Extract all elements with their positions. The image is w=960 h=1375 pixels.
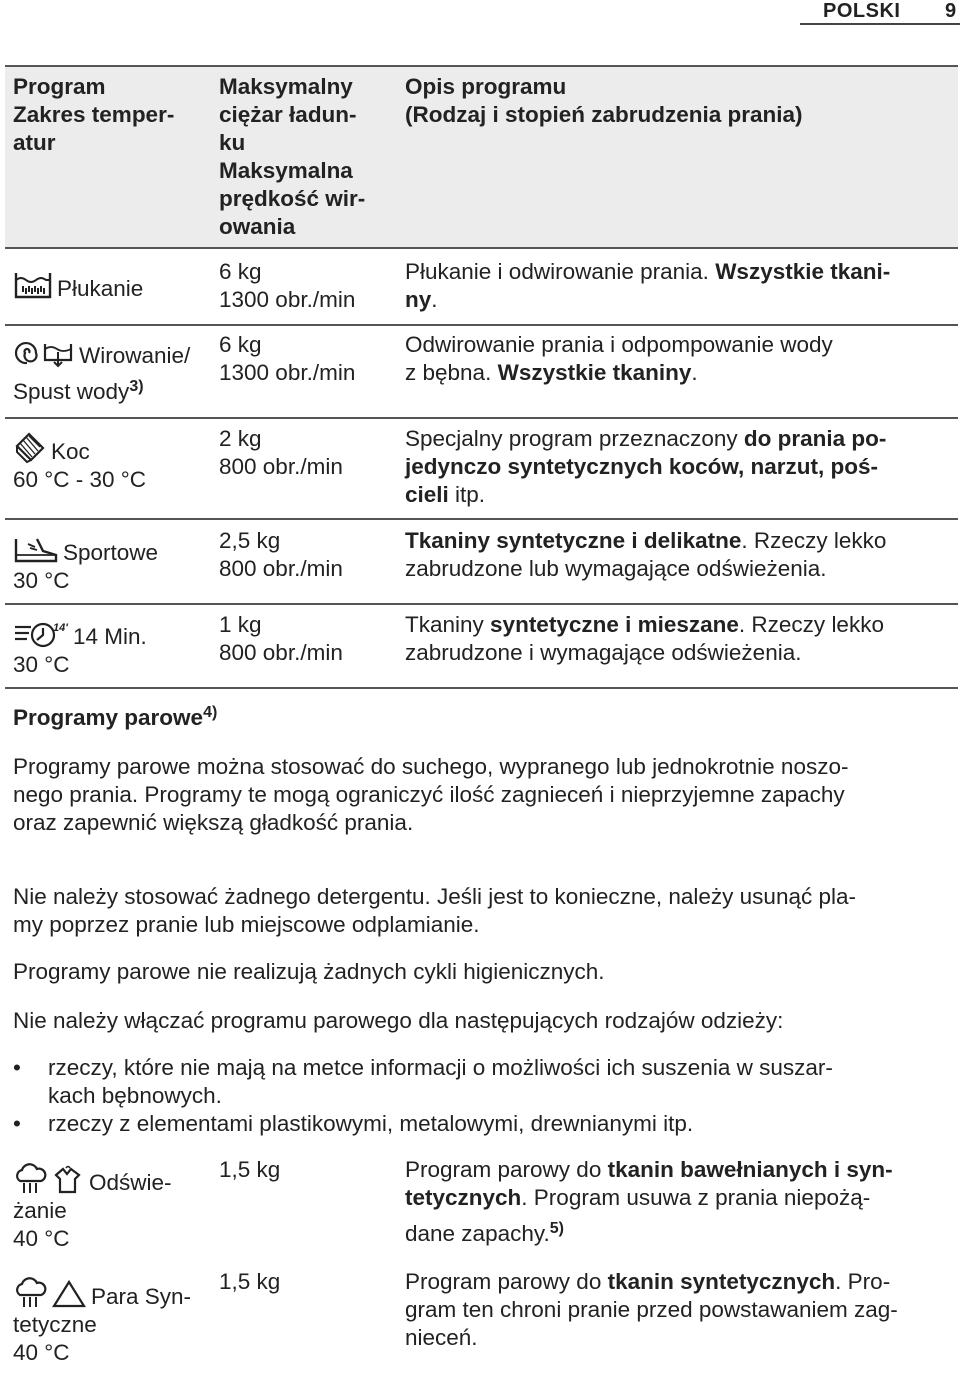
list-item: • rzeczy z elementami plastikowymi, metalowymi, drewnianymi itp. bbox=[13, 1111, 694, 1136]
table-row-rinse-load: 6 kg 1300 obr./min bbox=[219, 259, 356, 312]
page-header bbox=[0, 0, 960, 24]
table-row-quick-description: Tkaniny syntetyczne i mieszane. Rzeczy lekko zabrudzone i wymagające odświeżenia. bbox=[405, 612, 884, 665]
steam-program-refresh-description: Program parowy do tkanin bawełnianych i syn- tetycznych. Program usuwa z prania niepożą- dane zapachy.$^{5)}$ bbox=[405, 1157, 893, 1246]
table-row-quick-name: 14' 14 Min. 30 °C bbox=[13, 619, 203, 679]
row-rule bbox=[5, 247, 958, 249]
table-row-rinse-name: Płukanie bbox=[13, 267, 203, 303]
steam-program-refresh-name: Odświe- żanie 40 °C bbox=[13, 1163, 203, 1253]
steam-paragraph-intro: Programy parowe można stosować do suchego, wypranego lub jednokrotnie noszo- nego prania. Programy te mogą ograniczyć ilość zagnieceń i nieprzyjemne zapachy oraz zapewnić większą gładkość prania. bbox=[13, 754, 849, 835]
svg-text:14': 14' bbox=[53, 622, 68, 634]
steam-icon bbox=[13, 1277, 47, 1309]
steam-program-synthetics-description: Program parowy do tkanin syntetycznych. Pro- gram ten chroni pranie przed powstawaniem zag- nieceń. bbox=[405, 1269, 898, 1350]
row-rule bbox=[5, 603, 958, 605]
table-bottom-rule bbox=[5, 687, 958, 689]
steam-program-synthetics-name: Para Syn- tetyczne 40 °C bbox=[13, 1277, 203, 1367]
language-label: POLSKI bbox=[823, 0, 901, 22]
quick-14-icon bbox=[13, 619, 69, 649]
rinse-icon bbox=[13, 267, 53, 301]
table-row-rinse-description: Płukanie i odwirowanie prania. Wszystkie tkani- ny. bbox=[405, 259, 891, 312]
refresh-shirt-icon bbox=[51, 1165, 85, 1195]
steam-icon bbox=[13, 1163, 47, 1195]
row-rule bbox=[5, 417, 958, 419]
steam-program-synthetics-load: 1,5 kg bbox=[219, 1269, 281, 1294]
table-row-sport-name: Sportowe 30 °C bbox=[13, 535, 203, 595]
blanket-icon bbox=[13, 432, 47, 464]
row-rule bbox=[5, 518, 958, 520]
steam-paragraph-restrictions: Nie należy włączać programu parowego dla następujących rodzajów odzieży: bbox=[13, 1008, 784, 1033]
section-title-steam: Programy parowe$^{4)}$ bbox=[13, 704, 218, 730]
steam-paragraph-hygiene: Programy parowe nie realizują żadnych cykli higienicznych. bbox=[13, 959, 605, 984]
table-row-sport-description: Tkaniny syntetyczne i delikatne. Rzeczy lekko zabrudzone lub wymagające odświeżenia. bbox=[405, 528, 887, 581]
table-row-sport-load: 2,5 kg 800 obr./min bbox=[219, 528, 343, 581]
header-rule bbox=[800, 23, 960, 25]
table-row-spin-name: Wirowanie/ Spust wody$^{3)}$ bbox=[13, 338, 203, 406]
spin-drain-icon bbox=[13, 338, 75, 368]
sportswear-icon bbox=[13, 535, 59, 565]
table-top-rule bbox=[5, 65, 958, 67]
table-row-quick-load: 1 kg 800 obr./min bbox=[219, 612, 343, 665]
table-row-spin-description: Odwirowanie prania i odpompowanie wody z bębna. Wszystkie tkaniny. bbox=[405, 332, 833, 385]
row-rule bbox=[5, 324, 958, 326]
list-item: • rzeczy, które nie mają na metce informacji o możliwości ich suszenia w suszar- kach bębnowych. bbox=[13, 1055, 833, 1108]
table-row-blanket-description: Specjalny program przeznaczony do prania po- jedynczo syntetycznych koców, narzut, poś- cieli itp. bbox=[405, 426, 887, 507]
table-row-blanket-load: 2 kg 800 obr./min bbox=[219, 426, 343, 479]
synthetic-triangle-icon bbox=[51, 1279, 87, 1309]
table-row-blanket-name: Koc 60 °C - 30 °C bbox=[13, 432, 203, 494]
header-col-load: Maksymalny ciężar ładun- ku Maksymalna prędkość wir- owania bbox=[219, 74, 366, 239]
header-col-description: Opis programu (Rodzaj i stopień zabrudzenia prania) bbox=[405, 74, 803, 127]
page-number: 9 bbox=[945, 0, 957, 22]
steam-paragraph-detergent: Nie należy stosować żadnego detergentu. Jeśli jest to konieczne, należy usunąć pla- my poprzez pranie lub miejscowe odplamianie. bbox=[13, 884, 856, 937]
steam-program-refresh-load: 1,5 kg bbox=[219, 1157, 281, 1182]
header-col-program: Program Zakres temper- atur bbox=[13, 74, 175, 155]
table-row-spin-load: 6 kg 1300 obr./min bbox=[219, 332, 356, 385]
